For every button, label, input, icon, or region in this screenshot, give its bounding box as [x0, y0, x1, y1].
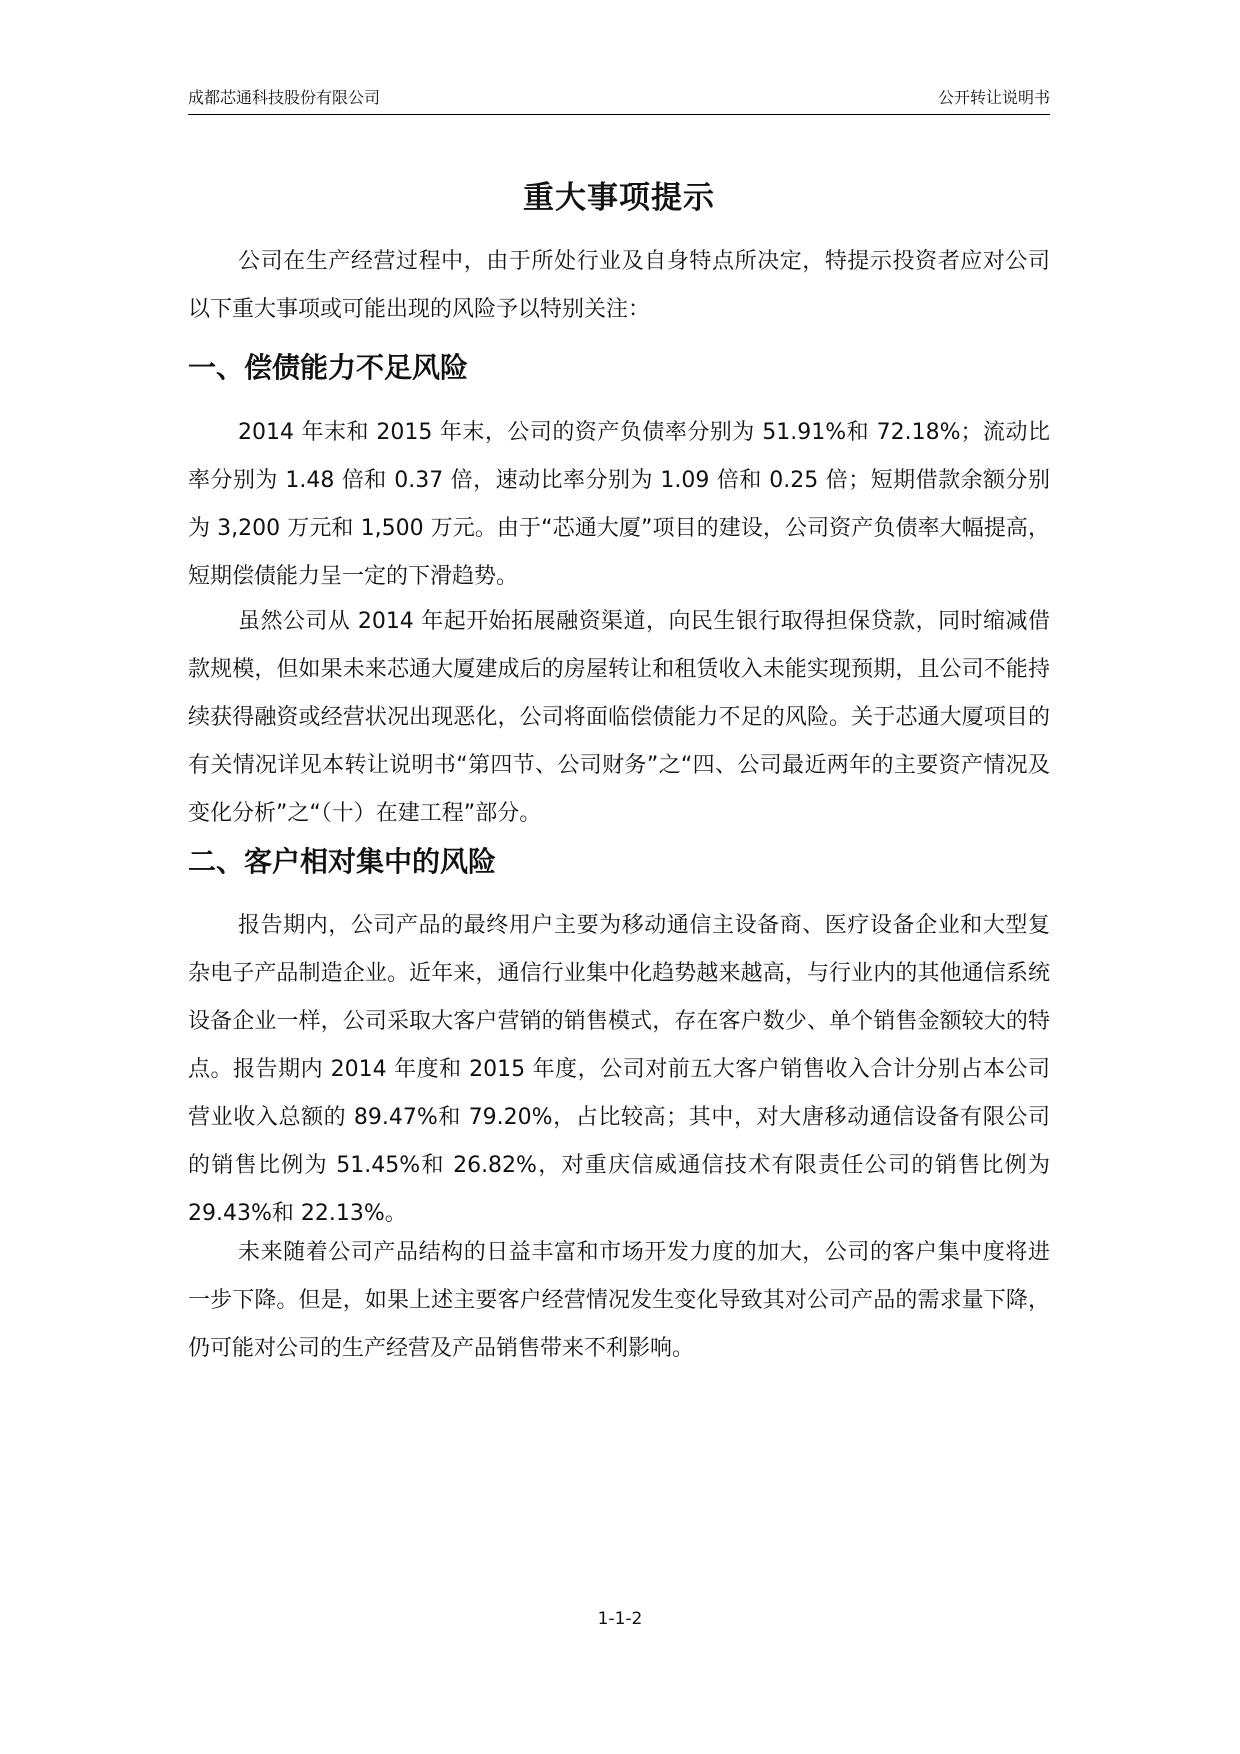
intro-paragraph: 公司在生产经营过程中，由于所处行业及自身特点所决定，特提示投资者应对公司以下重大事项或可能出现的风险予以特别关注： — [188, 249, 1050, 322]
solvency-paragraph-1: 2014 年末和 2015 年末，公司的资产负债率分别为 51.91%和 72.18%；流动比率分别为 1.48 倍和 0.37 倍，速动比率分别为 1.09 倍和 0.25 倍；短期借款余额分别为 3,200 万元和 1,500 万元。由于“芯通大厦”项目的建设，公司资产负债率大幅提高，短期偿债能力呈一定的下滑趋势。 — [188, 420, 1050, 589]
header-document-type: 公开转让说明书 — [937, 88, 1050, 107]
page-number: 1-1-2 — [597, 1609, 643, 1629]
section-heading-customer-concentration-risk: 二、客户相对集中的风险 — [188, 845, 497, 878]
solvency-paragraph-2: 虽然公司从 2014 年起开始拓展融资渠道，向民生银行取得担保贷款，同时缩减借款规模，但如果未来芯通大厦建成后的房屋转让和租赁收入未能实现预期，且公司不能持续获得融资或经营状况出现恶化，公司将面临偿债能力不足的风险。关于芯通大厦项目的有关情况详见本转让说明书“第四节、公司财务”之“四、公司最近两年的主要资产情况及变化分析”之“（十）在建工程”部分。 — [188, 609, 1050, 826]
section-heading-solvency-risk: 一、偿债能力不足风险 — [188, 351, 469, 384]
header-company-name: 成都芯通科技股份有限公司 — [188, 88, 381, 107]
page-title: 重大事项提示 — [523, 180, 715, 216]
customer-paragraph-1: 报告期内，公司产品的最终用户主要为移动通信主设备商、医疗设备企业和大型复杂电子产品制造企业。近年来，通信行业集中化趋势越来越高，与行业内的其他通信系统设备企业一样，公司采取大客户营销的销售模式，存在客户数少、单个销售金额较大的特点。报告期内 2014 年度和 2015 年度，公司对前五大客户销售收入合计分别占本公司营业收入总额的 89.47%和 79.20%，占比较高；其中，对大唐移动通信设备有限公司的销售比例为 51.45%和 26.82%，对重庆信威通信技术有限责任公司的销售比例为 29.43%和 22.13%。 — [188, 913, 1050, 1226]
customer-paragraph-2: 未来随着公司产品结构的日益丰富和市场开发力度的加大，公司的客户集中度将进一步下降。但是，如果上述主要客户经营情况发生变化导致其对公司产品的需求量下降，仍可能对公司的生产经营及产品销售带来不利影响。 — [188, 1240, 1050, 1361]
page-header — [188, 86, 1050, 115]
